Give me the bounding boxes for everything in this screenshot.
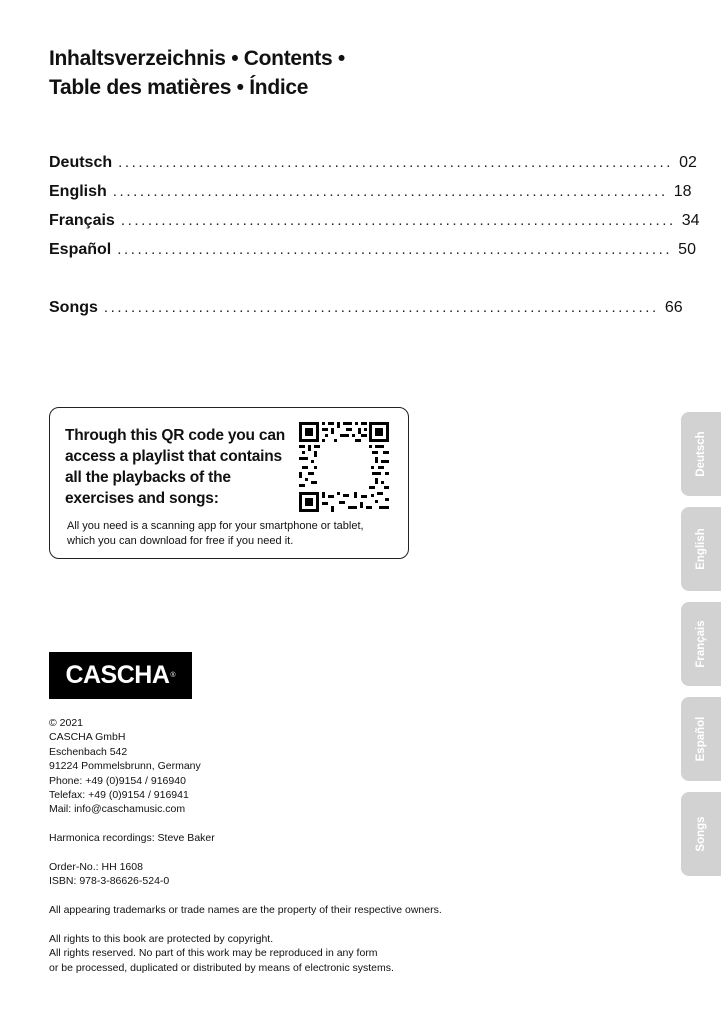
toc-entry-page: 18 <box>673 183 692 200</box>
cascha-logo <box>49 652 192 699</box>
imprint-line: All rights reserved. No part of this work may be reproduced in any form <box>49 947 378 960</box>
order-number: Order-No.: HH 1608 <box>49 861 143 873</box>
imprint-fax: Telefax: +49 (0)9154 / 916941 <box>49 789 189 802</box>
imprint-line: All rights to this book are protected by copyright. <box>49 933 274 945</box>
tab-deutsch[interactable] <box>681 412 721 496</box>
imprint-line: © 2021 <box>49 717 84 729</box>
toc-entry-francais[interactable] <box>49 212 700 234</box>
toc-leader-dots: .................................................................................. <box>117 241 673 258</box>
toc-entry-deutsch[interactable] <box>49 154 697 176</box>
toc-leader-dots: .................................................................................. <box>120 212 676 229</box>
imprint-mail[interactable]: Mail: info@caschamusic.com <box>49 803 186 816</box>
imprint-address <box>49 716 469 817</box>
toc-entry-page: 66 <box>664 299 683 316</box>
imprint-recordings <box>49 831 469 845</box>
imprint-rights <box>49 932 469 975</box>
tab-label: Français <box>695 620 707 668</box>
imprint-trademarks <box>49 903 469 917</box>
toc-entry-page: 34 <box>681 212 700 229</box>
qr-box-heading: Through this QR code you can access a playlist that contains all the playbacks of the exercises and songs: <box>65 427 286 507</box>
page-title-line-2: Table des matières • Índice <box>49 76 309 99</box>
tab-english[interactable] <box>681 507 721 591</box>
qr-box-note-line: which you can download for free if you need it. <box>67 535 294 547</box>
toc-leader-dots: .................................................................................. <box>118 154 674 171</box>
imprint-line: All appearing trademarks or trade names are the property of their respective owners. <box>49 904 442 916</box>
page-title-line-1: Inhaltsverzeichnis • Contents • <box>49 47 345 70</box>
tab-label: Español <box>695 716 707 762</box>
logo-text: CASCHA <box>65 661 170 689</box>
tab-songs[interactable] <box>681 792 721 876</box>
qr-info-box <box>49 407 409 559</box>
toc-entry-label: English <box>49 183 107 200</box>
imprint-line: CASCHA GmbH <box>49 731 126 744</box>
toc-entry-songs[interactable] <box>49 299 683 321</box>
toc-entry-page: 02 <box>679 154 697 171</box>
qr-box-note-line: All you need is a scanning app for your smartphone or tablet, <box>67 520 364 532</box>
tab-francais[interactable] <box>681 602 721 686</box>
imprint-order <box>49 860 469 889</box>
toc-leader-dots: .................................................................................. <box>112 183 668 200</box>
qr-code-icon[interactable] <box>299 422 389 512</box>
registered-mark: ® <box>170 672 176 679</box>
imprint-line: Harmonica recordings: Steve Baker <box>49 832 215 844</box>
imprint-line: 91224 Pommelsbrunn, Germany <box>49 760 201 773</box>
toc-entry-english[interactable] <box>49 183 692 205</box>
toc-entry-label: Español <box>49 241 112 258</box>
tab-label: Songs <box>695 816 707 852</box>
imprint-line: Eschenbach 542 <box>49 745 128 758</box>
toc-leader-dots: .................................................................................. <box>103 299 659 316</box>
imprint-phone: Phone: +49 (0)9154 / 916940 <box>49 774 186 787</box>
page-title <box>49 44 609 102</box>
toc-entry-label: Deutsch <box>49 154 113 171</box>
toc-entry-page: 50 <box>678 241 696 258</box>
tab-espanol[interactable] <box>681 697 721 781</box>
qr-box-note <box>67 519 397 549</box>
imprint-line: or be processed, duplicated or distributed by means of electronic systems. <box>49 961 394 974</box>
toc-entry-label: Français <box>49 212 115 229</box>
toc-entry-label: Songs <box>49 299 98 316</box>
tab-label: English <box>695 528 707 570</box>
isbn: ISBN: 978-3-86626-524-0 <box>49 875 170 888</box>
toc-entry-espanol[interactable] <box>49 241 696 263</box>
tab-label: Deutsch <box>695 431 707 477</box>
